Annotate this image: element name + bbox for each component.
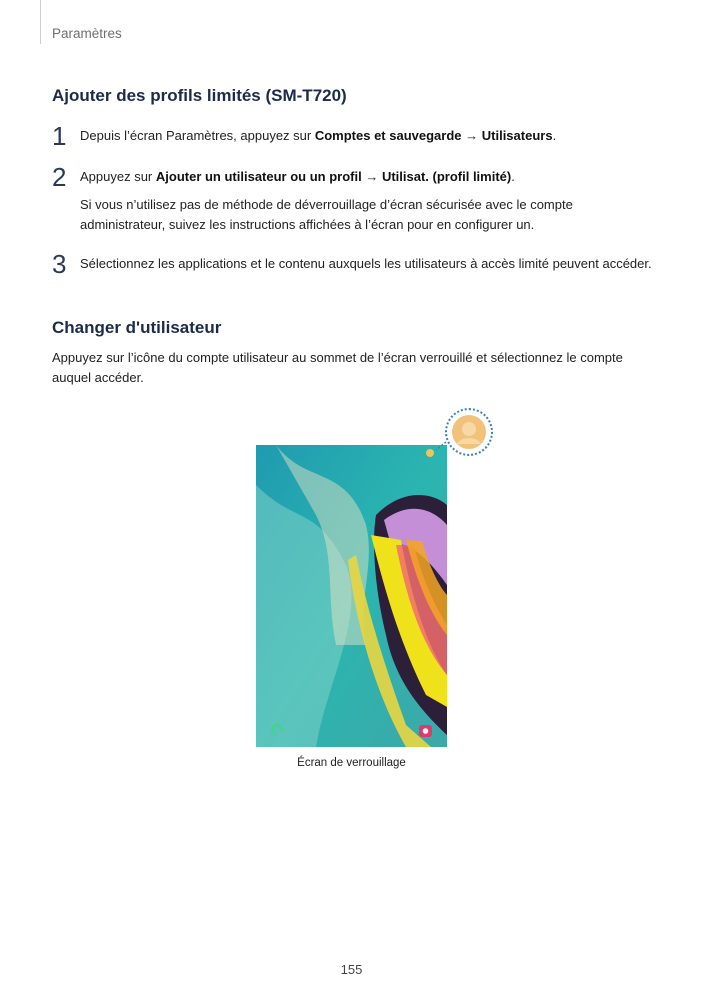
step-2 bbox=[52, 162, 652, 235]
step-text: Depuis l’écran Paramètres, appuyez sur Comptes et sauvegarde → Utilisateurs. bbox=[80, 128, 557, 143]
lock-screen-image bbox=[256, 445, 447, 747]
account-avatar-icon[interactable] bbox=[445, 408, 493, 456]
step-note: Si vous n’utilisez pas de méthode de déverrouillage d’écran sécurisée avec le compte administrateur, suivez les instructions affichées à l’écran pour en configurer un. bbox=[80, 197, 573, 232]
section-title-switch-user: Changer d'utilisateur bbox=[52, 318, 222, 337]
step-text: Sélectionnez les applications et le contenu auxquels les utilisateurs à accès limité peuvent accéder. bbox=[80, 256, 652, 271]
header-rule bbox=[40, 0, 41, 44]
step-1 bbox=[52, 121, 652, 151]
step-3 bbox=[52, 249, 652, 279]
step-number: 1 bbox=[52, 121, 67, 151]
step-number: 3 bbox=[52, 249, 67, 279]
figure-caption: Écran de verrouillage bbox=[297, 757, 406, 769]
page-number: 155 bbox=[340, 962, 363, 977]
step-text: Appuyez sur Ajouter un utilisateur ou un profil → Utilisat. (profil limité). bbox=[80, 169, 515, 184]
section-body: Appuyez sur l’icône du compte utilisateur au sommet de l’écran verrouillé et sélectionnez le compte auquel accéder. bbox=[52, 350, 623, 385]
callout-pointer bbox=[432, 440, 448, 454]
section-title-add-restricted-profiles: Ajouter des profils limités (SM-T720) bbox=[52, 86, 347, 105]
step-number: 2 bbox=[52, 162, 67, 192]
running-header: Paramètres bbox=[52, 26, 122, 41]
